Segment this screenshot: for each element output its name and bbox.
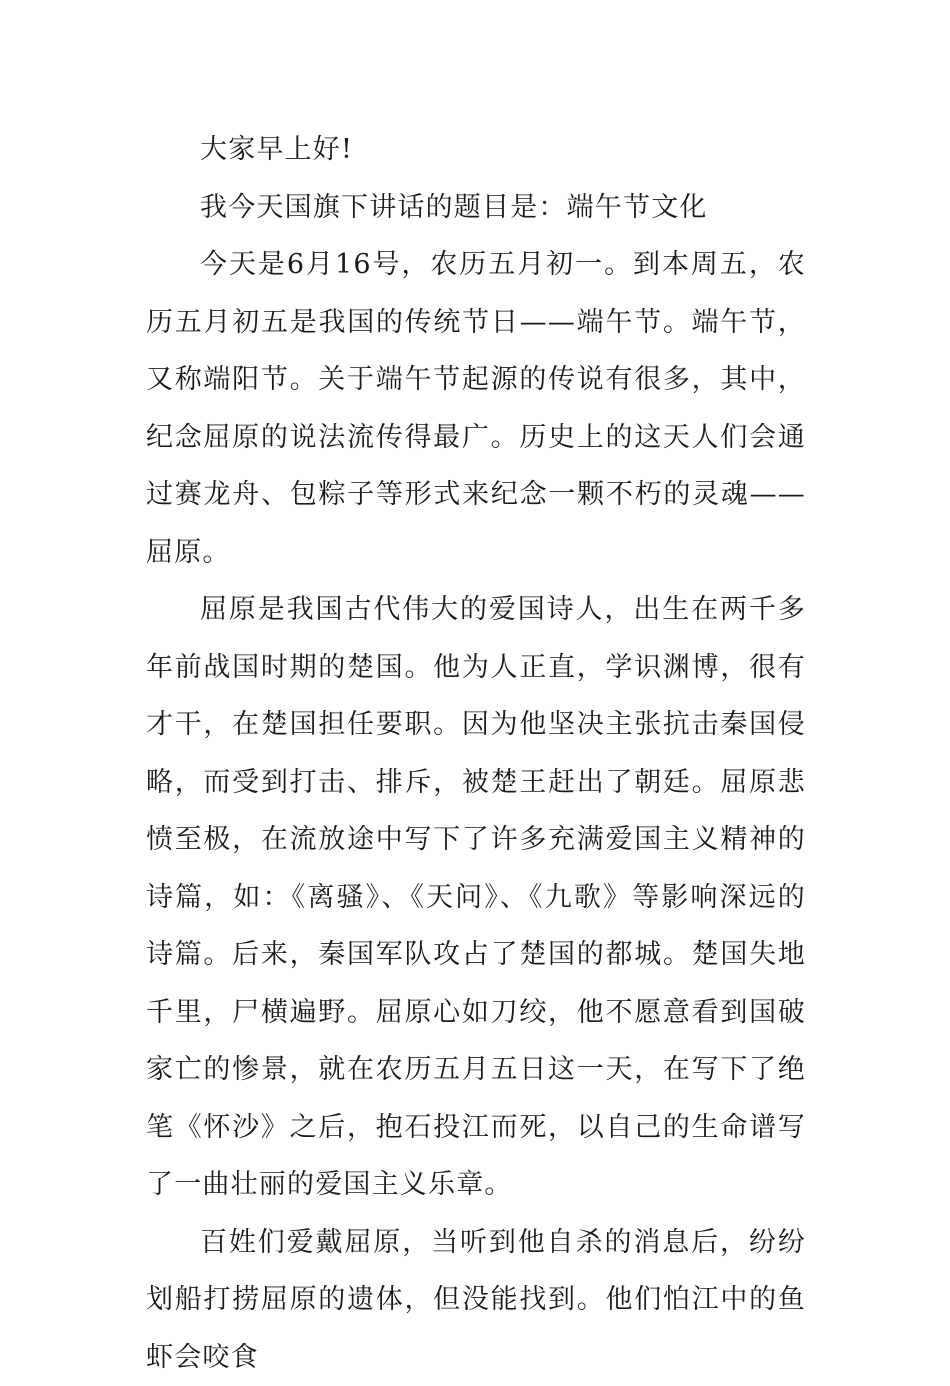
document-page [146, 121, 806, 1386]
body-paragraph-2: 屈原是我国古代伟大的爱国诗人，出生在两千多年前战国时期的楚国。他为人正直，学识渊博，很有才干，在楚国担任要职。因为他坚决主张抗击秦国侵略，而受到打击、排斥，被楚王赶出了朝廷。屈原悲愤至极，在流放途中写下了许多充满爱国主义精神的诗篇，如：《离骚》、《天问》、《九歌》等影响深远的诗篇。后来，秦国军队攻占了楚国的都城。楚国失地千里，尸横遍野。屈原心如刀绞，他不愿意看到国破家亡的惨景，就在农历五月五日这一天，在写下了绝笔《怀沙》之后，抱石投江而死，以自己的生命谱写了一曲壮丽的爱国主义乐章。 [146, 581, 806, 1214]
body-paragraph-1: 今天是6月16号，农历五月初一。到本周五，农历五月初五是我国的传统节日——端午节。端午节，又称端阳节。关于端午节起源的传说有很多，其中，纪念屈原的说法流传得最广。历史上的这天人们会通过赛龙舟、包粽子等形式来纪念一颗不朽的灵魂——屈原。 [146, 236, 806, 581]
greeting-paragraph: 大家早上好! [146, 121, 806, 179]
topic-paragraph: 我今天国旗下讲话的题目是：端午节文化 [146, 179, 806, 237]
body-paragraph-3: 百姓们爱戴屈原，当听到他自杀的消息后，纷纷划船打捞屈原的遗体，但没能找到。他们怕江中的鱼虾会咬食 [146, 1214, 806, 1386]
